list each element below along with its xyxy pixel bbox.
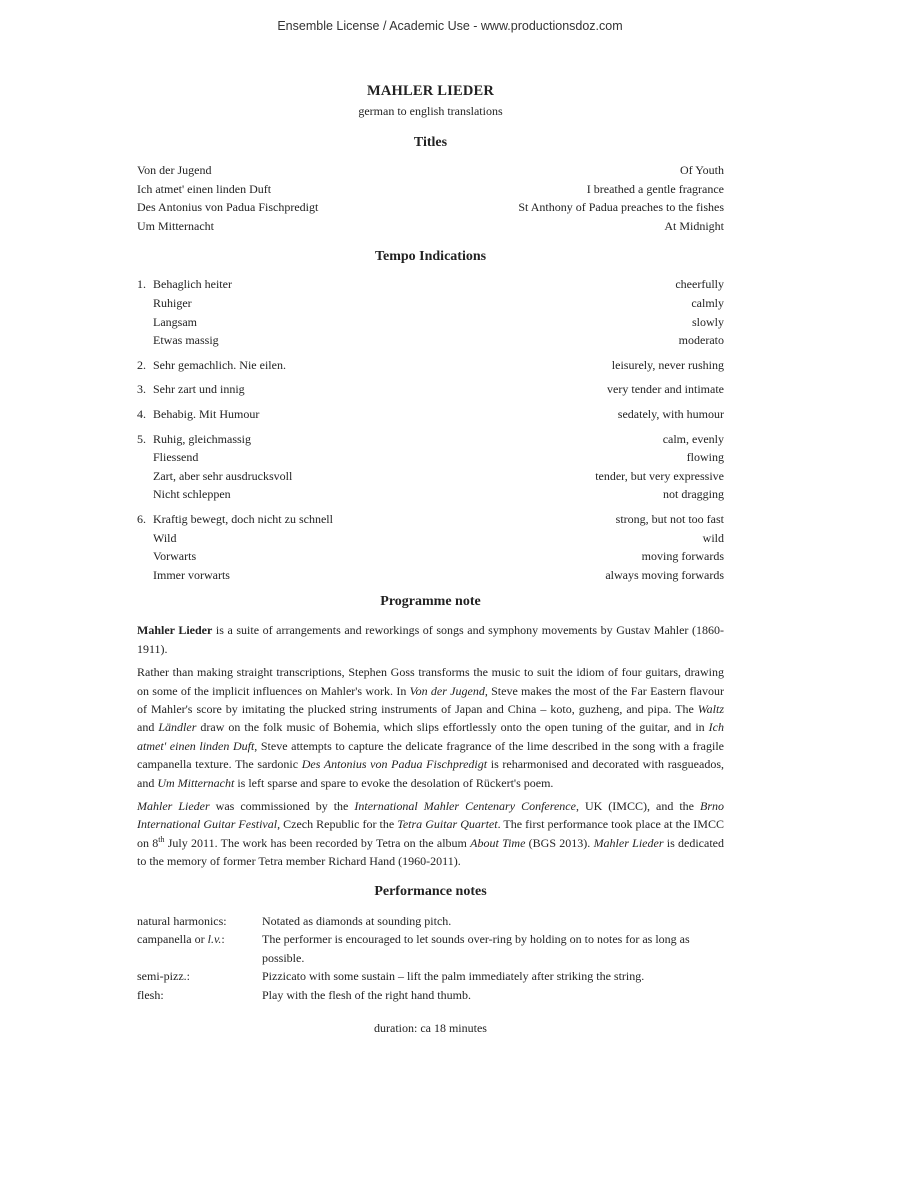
text-span: Rather than making straight transcriptions, Stephen Goss transforms the music to suit the idiom of four guitars, drawing on some of the implicit influences on Mahler's work. In [137, 665, 724, 698]
tempo-german: Immer vorwarts [153, 567, 230, 582]
tempo-english: leisurely, never rushing [611, 357, 724, 372]
tempo-english: always moving forwards [605, 567, 724, 582]
tempo-english: strong, but not too fast [615, 511, 724, 526]
text-span: is reharmonised and decorated with rasgueados, and [137, 757, 725, 790]
italic-title: Waltz [697, 701, 724, 716]
text-span: , Steve attempts to capture the delicate fragrance of the lime described in the song with a fragile campanella texture. The sardonic [137, 738, 724, 772]
italic-title: Brno International Guitar Festival [137, 798, 725, 832]
tempo-group-5 [137, 430, 724, 504]
text-span: , Steve makes the most of the Far Eastern flavour of Mahler's score by imitating the plucked string instruments of Japan and China – koto, guzheng, and pipa. The [137, 683, 724, 716]
tempo-row [137, 430, 724, 449]
tempo-row [137, 356, 724, 375]
text-span: , Czech Republic for the [277, 817, 398, 832]
title-german: Um Mitternacht [137, 218, 214, 233]
title-row [137, 198, 724, 217]
performance-term: natural harmonics: [137, 913, 227, 928]
text-span: campanella or [137, 932, 208, 947]
title-row [137, 217, 724, 236]
tempo-row [137, 547, 724, 566]
tempo-row [137, 485, 724, 504]
ordinal-suffix: th [158, 834, 165, 844]
text-span: is dedicated to the memory of former Tetra member Richard Hand (1960-2011). [137, 835, 724, 869]
work-title-bold: Mahler Lieder [137, 623, 213, 638]
title-english: I breathed a gentle fragrance [586, 181, 724, 196]
text-span: : [221, 932, 225, 947]
italic-title: Von der Jugend [409, 683, 485, 698]
programme-paragraph-1 [137, 621, 724, 658]
tempo-german: Ruhig, gleichmassig [153, 431, 251, 446]
tempo-german: Kraftig bewegt, doch nicht zu schnell [153, 511, 333, 526]
tempo-english: flowing [686, 450, 724, 465]
tempo-english: not dragging [663, 487, 724, 502]
tempo-group-6 [137, 510, 724, 584]
title-row [137, 161, 724, 180]
tempo-number: 5. [137, 431, 146, 446]
performance-note-row [137, 912, 724, 931]
tempo-row [137, 566, 724, 585]
tempo-number: 3. [137, 382, 146, 397]
italic-title: Ich atmet' einen linden Duft [137, 720, 724, 753]
tempo-row [137, 467, 724, 486]
document-subtitle: german to english translations [358, 104, 503, 118]
performance-note-row [137, 967, 724, 986]
title-english: At Midnight [664, 218, 724, 233]
performance-notes [137, 912, 724, 1005]
italic-title: Um Mitternacht [157, 775, 235, 790]
tempo-german: Ruhiger [153, 295, 192, 310]
performance-term [137, 930, 262, 967]
title-row [137, 180, 724, 199]
tempo-english: moving forwards [641, 549, 724, 564]
tempo-english: very tender and intimate [607, 382, 724, 397]
performance-note-row [137, 986, 724, 1005]
tempo-german: Zart, aber sehr ausdrucksvoll [153, 468, 293, 483]
text-span: . The first performance took place at the IMCC on 8 [137, 817, 724, 850]
text-span: (BGS 2013). [525, 835, 594, 850]
tempo-row [137, 380, 724, 399]
tempo-english: tender, but very expressive [595, 468, 724, 483]
tempo-english: sedately, with humour [617, 406, 724, 421]
tempo-german: Sehr gemachlich. Nie eilen. [153, 357, 286, 372]
tempo-heading: Tempo Indications [374, 249, 487, 265]
tempo-english: wild [702, 530, 724, 545]
performance-description: Play with the flesh of the right hand thumb. [262, 987, 471, 1002]
text-span: is a suite of arrangements and reworkings of songs and symphony movements by Gustav Mahler (1860-1911). [137, 623, 724, 656]
performance-description: The performer is encouraged to let sounds over-ring by holding on to notes for as long as possible. [262, 932, 690, 965]
tempo-german: Fliessend [153, 450, 199, 465]
tempo-group-4 [137, 405, 724, 424]
programme-paragraph-2 [137, 663, 724, 792]
performance-description: Notated as diamonds at sounding pitch. [262, 913, 452, 928]
text-span: is left sparse and spare to evoke the desolation of Rückert's poem. [234, 775, 554, 790]
title-german: Des Antonius von Padua Fischpredigt [137, 200, 319, 215]
tempo-english: calmly [691, 295, 724, 310]
tempo-german: Behabig. Mit Humour [153, 406, 260, 421]
title-english: St Anthony of Padua preaches to the fishes [518, 200, 724, 215]
performance-note-row [137, 930, 724, 967]
tempo-german: Wild [153, 530, 177, 545]
tempo-group-2 [137, 356, 724, 375]
tempo-row [137, 275, 724, 294]
tempo-row [137, 405, 724, 424]
tempo-group-3 [137, 380, 724, 399]
italic-title: International Mahler Centenary Conference [354, 798, 576, 813]
tempo-row [137, 313, 724, 332]
programme-paragraph-3 [137, 797, 724, 871]
tempo-list [137, 275, 724, 584]
tempo-german: Behaglich heiter [153, 277, 232, 292]
italic-title: Mahler Lieder [137, 798, 210, 813]
tempo-number: 2. [137, 357, 146, 372]
tempo-german: Nicht schleppen [153, 487, 231, 502]
tempo-english: calm, evenly [662, 431, 724, 446]
tempo-number: 4. [137, 406, 146, 421]
tempo-row [137, 331, 724, 350]
license-header: Ensemble License / Academic Use - www.productionsdoz.com [277, 19, 623, 33]
tempo-german: Vorwarts [153, 549, 197, 564]
performance-heading: Performance notes [374, 883, 487, 899]
text-span: was commissioned by the [209, 798, 355, 813]
document-title: MAHLER LIEDER [366, 83, 495, 99]
performance-term: flesh: [137, 987, 164, 1002]
italic-title: Tetra Guitar Quartet [397, 817, 498, 832]
title-german: Ich atmet' einen linden Duft [137, 181, 272, 196]
titles-heading: Titles [413, 135, 448, 150]
tempo-german: Etwas massig [153, 333, 219, 348]
tempo-number: 1. [137, 277, 146, 292]
tempo-row [137, 448, 724, 467]
title-english: Of Youth [679, 163, 724, 177]
italic-title: Des Antonius von Padua Fischpredigt [301, 757, 488, 772]
tempo-group-1 [137, 275, 724, 349]
italic-title: Ländler [158, 720, 197, 735]
text-span: July 2011. The work has been recorded by Tetra on the album [164, 835, 471, 850]
italic-title: Mahler Lieder [593, 835, 664, 850]
tempo-english: cheerfully [675, 277, 724, 292]
tempo-row [137, 294, 724, 313]
tempo-english: slowly [691, 314, 724, 329]
italic-abbreviation: l.v. [207, 932, 222, 947]
text-span: draw on the folk music of Bohemia, which slips effortlessly onto the open tuning of the guitar, and in [196, 720, 709, 735]
tempo-row [137, 529, 724, 548]
performance-description: Pizzicato with some sustain – lift the palm immediately after striking the string. [262, 969, 645, 984]
tempo-english: moderato [678, 333, 724, 348]
performance-term: semi-pizz.: [137, 969, 190, 984]
italic-title: About Time [470, 835, 526, 850]
tempo-german: Sehr zart und innig [153, 382, 245, 397]
text-span: , UK (IMCC), and the [575, 798, 701, 813]
document-page [137, 83, 724, 1036]
title-german: Von der Jugend [137, 163, 212, 177]
programme-note [137, 621, 724, 870]
duration-text: duration: ca 18 minutes [374, 1020, 487, 1035]
titles-list [137, 161, 724, 235]
programme-heading: Programme note [380, 594, 481, 610]
tempo-number: 6. [137, 511, 146, 526]
text-span: and [137, 720, 159, 735]
tempo-row [137, 510, 724, 529]
tempo-german: Langsam [153, 314, 197, 329]
